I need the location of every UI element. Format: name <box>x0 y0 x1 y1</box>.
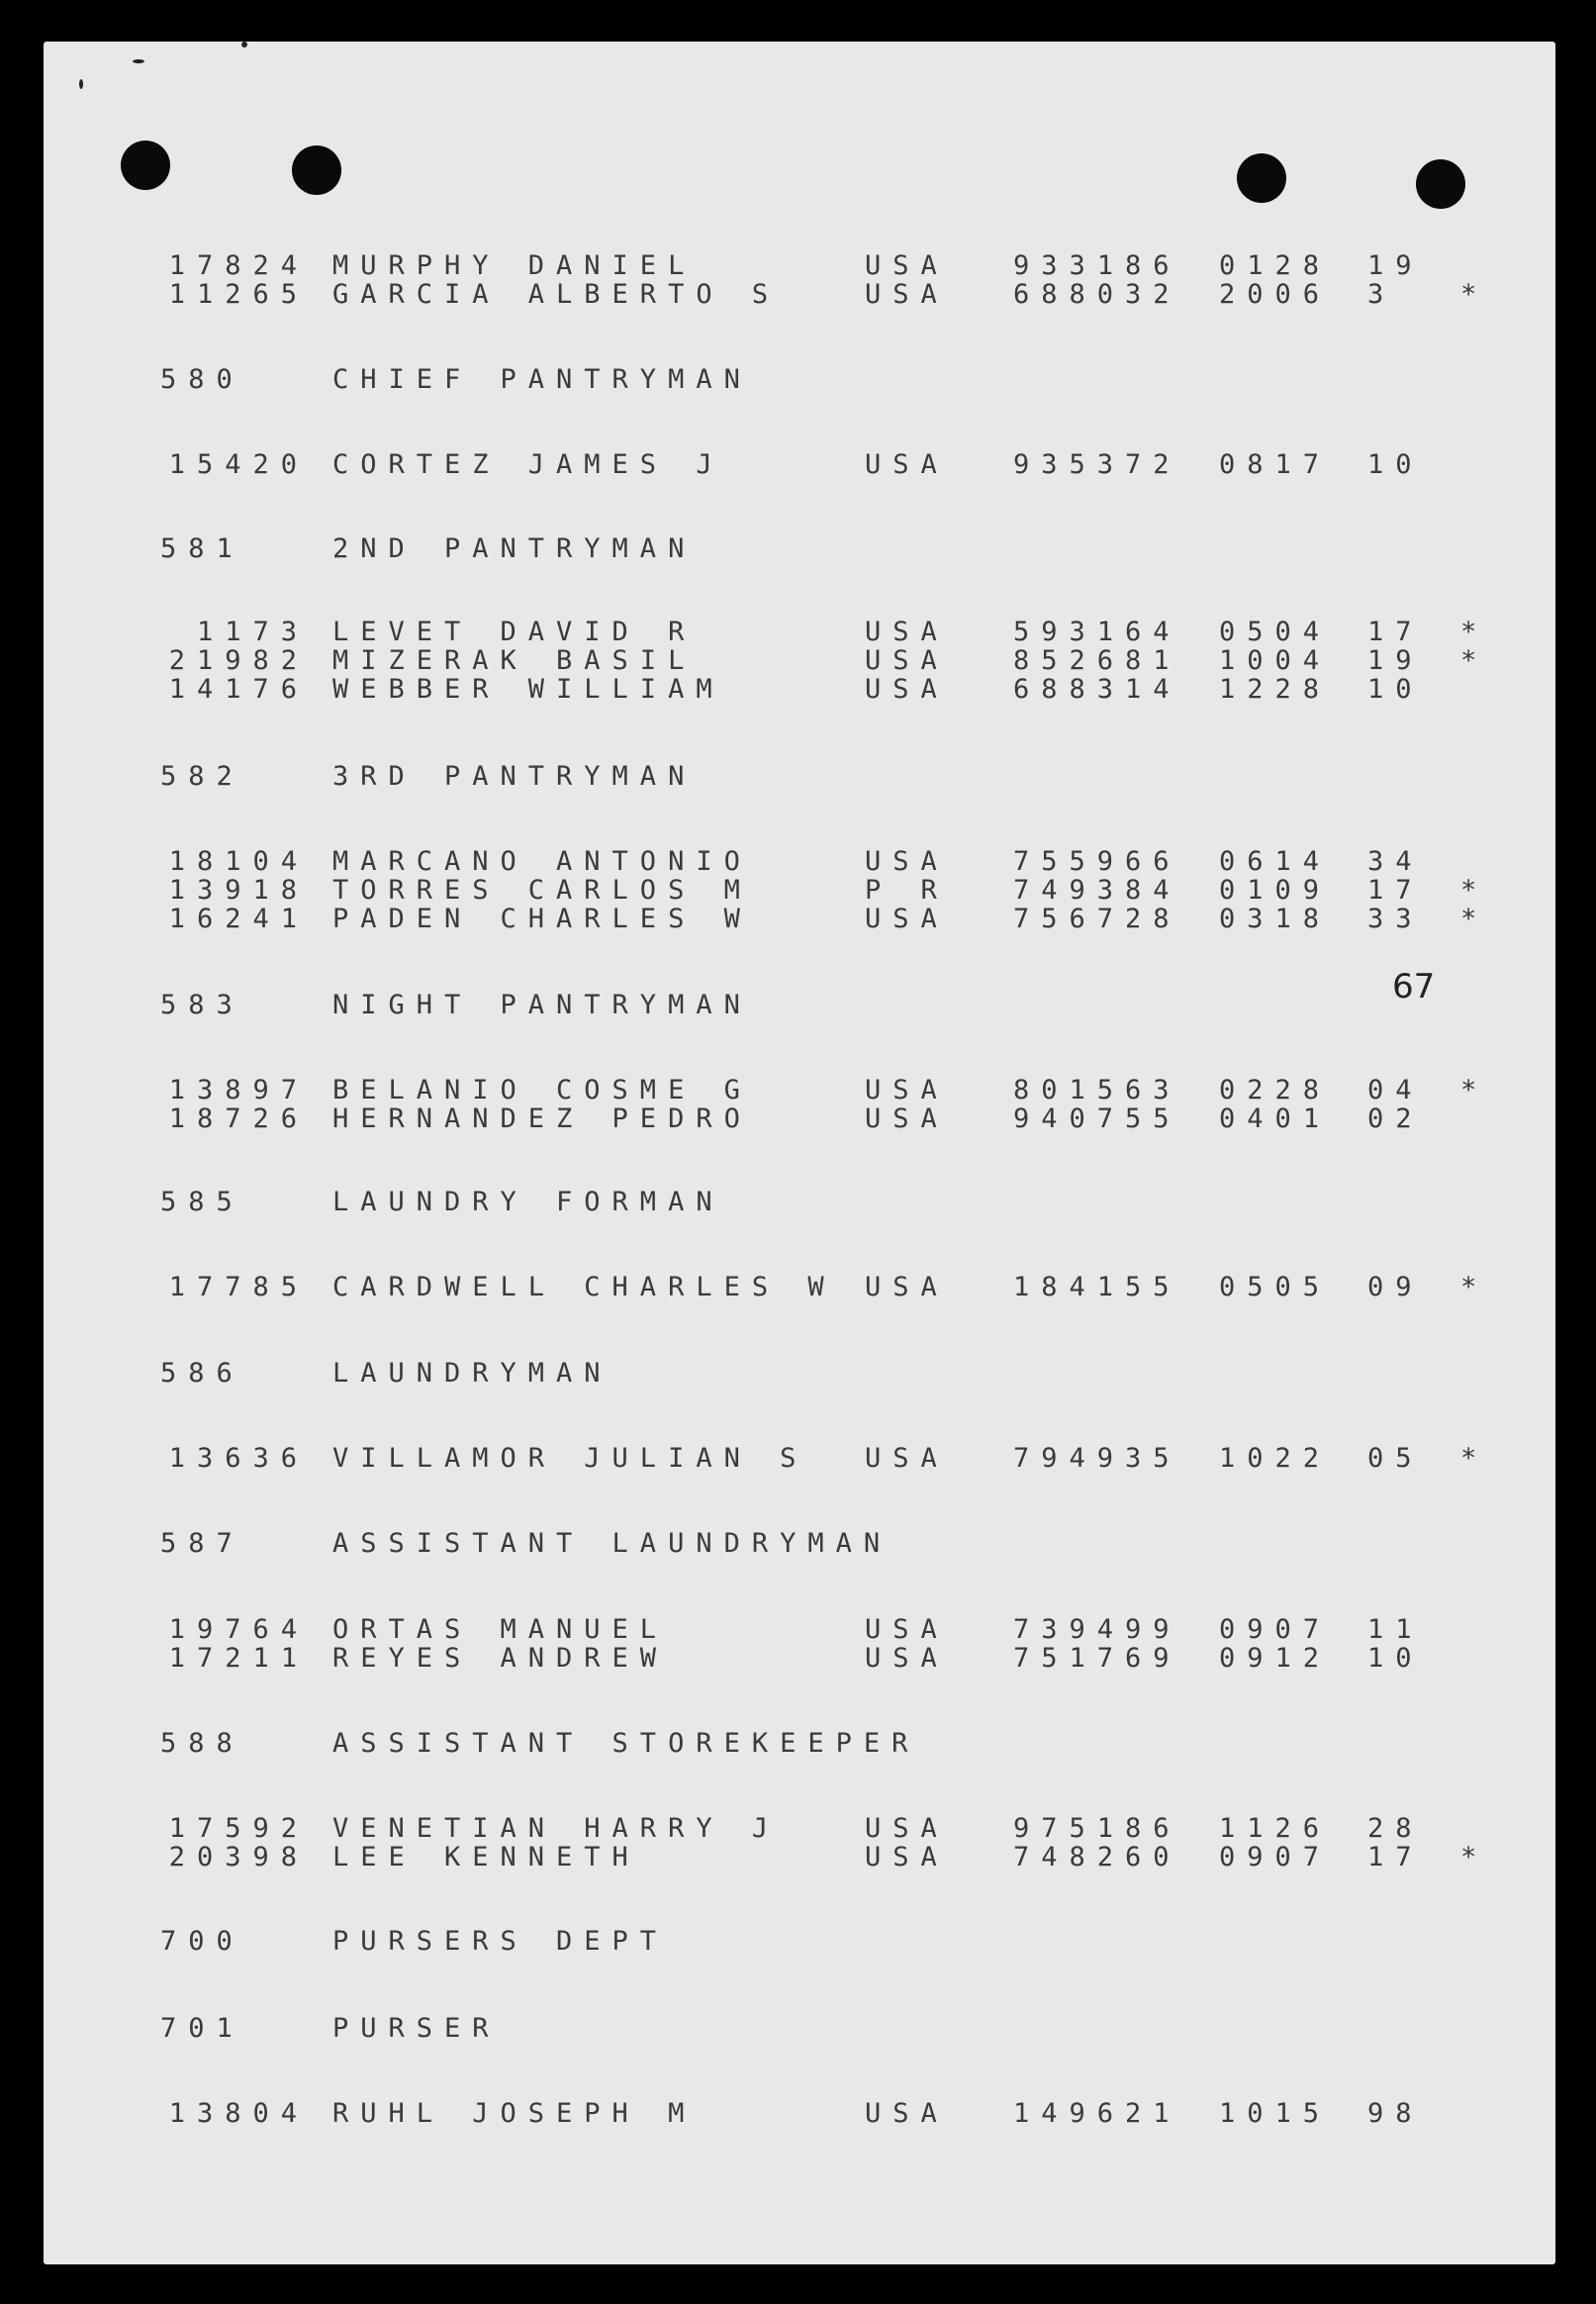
crew-row <box>44 251 1555 280</box>
year-code: 28 <box>1367 1813 1424 1844</box>
nationality: USA <box>865 645 949 676</box>
birth-date: 1228 <box>1219 674 1332 705</box>
crew-name: LEVET DAVID R <box>332 617 697 647</box>
crew-row <box>44 1615 1555 1644</box>
section-code: 588 <box>160 1728 244 1759</box>
birth-date: 1022 <box>1219 1443 1332 1474</box>
section-title: ASSISTANT LAUNDRYMAN <box>332 1528 892 1559</box>
crew-id: 17824 <box>168 250 309 281</box>
birth-date: 0912 <box>1219 1643 1332 1674</box>
nationality: USA <box>865 1614 949 1645</box>
crew-id: 18726 <box>168 1104 309 1134</box>
document-number: 933186 <box>1013 250 1181 281</box>
punch-hole <box>292 145 341 195</box>
crew-row <box>44 1076 1555 1104</box>
section-header <box>44 1927 1555 1956</box>
nationality: USA <box>865 1643 949 1674</box>
crew-id: 14176 <box>168 674 309 705</box>
birth-date: 0907 <box>1219 1614 1332 1645</box>
year-code: 17 <box>1367 1842 1424 1872</box>
crew-row <box>44 1444 1555 1473</box>
crew-row <box>44 280 1555 309</box>
document-number: 739499 <box>1013 1614 1181 1645</box>
section-code: 700 <box>160 1926 244 1957</box>
crew-row <box>44 450 1555 479</box>
nationality: P R <box>865 875 949 906</box>
asterisk-mark: * <box>1460 1272 1489 1302</box>
crew-name: TORRES CARLOS M <box>332 875 752 906</box>
document-number: 935372 <box>1013 449 1181 480</box>
year-code: 02 <box>1367 1104 1424 1134</box>
year-code: 10 <box>1367 674 1424 705</box>
year-code: 04 <box>1367 1075 1424 1105</box>
section-header <box>44 1188 1555 1216</box>
crew-row <box>44 1843 1555 1872</box>
ink-speck <box>241 42 247 48</box>
crew-id: 13897 <box>168 1075 309 1105</box>
crew-id: 15420 <box>168 449 309 480</box>
crew-row <box>44 1104 1555 1133</box>
crew-name: CORTEZ JAMES J <box>332 449 724 480</box>
section-code: 583 <box>160 990 244 1020</box>
birth-date: 1015 <box>1219 2098 1332 2129</box>
section-code: 585 <box>160 1187 244 1217</box>
section-code: 581 <box>160 533 244 564</box>
birth-date: 2006 <box>1219 279 1332 310</box>
crew-row <box>44 905 1555 933</box>
crew-id: 18104 <box>168 846 309 877</box>
section-header <box>44 1729 1555 1758</box>
section-title: NIGHT PANTRYMAN <box>332 990 752 1020</box>
punch-hole <box>1416 159 1465 209</box>
crew-name: VILLAMOR JULIAN S <box>332 1443 808 1474</box>
crew-id: 16241 <box>168 904 309 934</box>
birth-date: 0614 <box>1219 846 1332 877</box>
punch-hole <box>121 141 170 190</box>
nationality: USA <box>865 904 949 934</box>
document-number: 688314 <box>1013 674 1181 705</box>
crew-row <box>44 618 1555 646</box>
year-code: 34 <box>1367 846 1424 877</box>
document-number: 751769 <box>1013 1643 1181 1674</box>
crew-id: 17211 <box>168 1643 309 1674</box>
document-number: 801563 <box>1013 1075 1181 1105</box>
document-number: 794935 <box>1013 1443 1181 1474</box>
year-code: 3 <box>1367 279 1396 310</box>
section-code: 580 <box>160 364 244 395</box>
crew-row <box>44 2099 1555 2128</box>
crew-name: GARCIA ALBERTO S <box>332 279 781 310</box>
crew-name: LEE KENNETH <box>332 1842 640 1872</box>
nationality: USA <box>865 1104 949 1134</box>
crew-id: 21982 <box>168 645 309 676</box>
section-title: LAUNDRYMAN <box>332 1358 612 1389</box>
crew-row <box>44 1644 1555 1673</box>
crew-name: BELANIO COSME G <box>332 1075 752 1105</box>
crew-id: 19764 <box>168 1614 309 1645</box>
year-code: 33 <box>1367 904 1424 934</box>
year-code: 10 <box>1367 449 1424 480</box>
nationality: USA <box>865 617 949 647</box>
document-number: 940755 <box>1013 1104 1181 1134</box>
section-title: ASSISTANT STOREKEEPER <box>332 1728 920 1759</box>
document-number: 749384 <box>1013 875 1181 906</box>
document-number: 756728 <box>1013 904 1181 934</box>
year-code: 17 <box>1367 875 1424 906</box>
crew-id: 17592 <box>168 1813 309 1844</box>
document-number: 975186 <box>1013 1813 1181 1844</box>
crew-name: ORTAS MANUEL <box>332 1614 669 1645</box>
birth-date: 0504 <box>1219 617 1332 647</box>
year-code: 19 <box>1367 250 1424 281</box>
document-number: 149621 <box>1013 2098 1181 2129</box>
document-number: 748260 <box>1013 1842 1181 1872</box>
section-header <box>44 1359 1555 1388</box>
birth-date: 0318 <box>1219 904 1332 934</box>
section-title: PURSERS DEPT <box>332 1926 669 1957</box>
nationality: USA <box>865 1842 949 1872</box>
document-number: 852681 <box>1013 645 1181 676</box>
crew-name: WEBBER WILLIAM <box>332 674 724 705</box>
asterisk-mark: * <box>1460 904 1489 934</box>
section-title: PURSER <box>332 2013 501 2044</box>
nationality: USA <box>865 846 949 877</box>
birth-date: 1126 <box>1219 1813 1332 1844</box>
crew-row <box>44 847 1555 876</box>
crew-row <box>44 675 1555 704</box>
birth-date: 0109 <box>1219 875 1332 906</box>
document-page <box>44 42 1555 2264</box>
section-header <box>44 365 1555 394</box>
ink-speck <box>133 59 144 63</box>
birth-date: 0128 <box>1219 250 1332 281</box>
section-code: 582 <box>160 761 244 792</box>
nationality: USA <box>865 250 949 281</box>
section-code: 701 <box>160 2013 244 2044</box>
asterisk-mark: * <box>1460 1842 1489 1872</box>
crew-name: REYES ANDREW <box>332 1643 669 1674</box>
section-header <box>44 534 1555 563</box>
crew-id: 13636 <box>168 1443 309 1474</box>
nationality: USA <box>865 279 949 310</box>
crew-name: HERNANDEZ PEDRO <box>332 1104 752 1134</box>
year-code: 11 <box>1367 1614 1424 1645</box>
section-code: 587 <box>160 1528 244 1559</box>
asterisk-mark: * <box>1460 279 1489 310</box>
section-title: CHIEF PANTRYMAN <box>332 364 752 395</box>
birth-date: 0907 <box>1219 1842 1332 1872</box>
nationality: USA <box>865 1272 949 1302</box>
crew-name: PADEN CHARLES W <box>332 904 752 934</box>
crew-id: 1173 <box>196 617 309 647</box>
asterisk-mark: * <box>1460 645 1489 676</box>
birth-date: 1004 <box>1219 645 1332 676</box>
crew-id: 17785 <box>168 1272 309 1302</box>
year-code: 10 <box>1367 1643 1424 1674</box>
nationality: USA <box>865 1813 949 1844</box>
crew-name: RUHL JOSEPH M <box>332 2098 697 2129</box>
ink-speck <box>79 79 83 89</box>
document-number: 184155 <box>1013 1272 1181 1302</box>
crew-row <box>44 646 1555 675</box>
section-header <box>44 1529 1555 1558</box>
punch-hole <box>1237 153 1286 203</box>
crew-id: 13804 <box>168 2098 309 2129</box>
crew-name: MARCANO ANTONIO <box>332 846 752 877</box>
crew-name: MIZERAK BASIL <box>332 645 697 676</box>
year-code: 98 <box>1367 2098 1424 2129</box>
section-header <box>44 2014 1555 2043</box>
birth-date: 0228 <box>1219 1075 1332 1105</box>
nationality: USA <box>865 2098 949 2129</box>
year-code: 19 <box>1367 645 1424 676</box>
nationality: USA <box>865 674 949 705</box>
section-header <box>44 762 1555 791</box>
document-number: 755966 <box>1013 846 1181 877</box>
year-code: 17 <box>1367 617 1424 647</box>
section-title: LAUNDRY FORMAN <box>332 1187 724 1217</box>
crew-id: 13918 <box>168 875 309 906</box>
section-title: 2ND PANTRYMAN <box>332 533 697 564</box>
crew-row <box>44 1814 1555 1843</box>
asterisk-mark: * <box>1460 1075 1489 1105</box>
nationality: USA <box>865 1443 949 1474</box>
birth-date: 0817 <box>1219 449 1332 480</box>
document-number: 593164 <box>1013 617 1181 647</box>
birth-date: 0401 <box>1219 1104 1332 1134</box>
year-code: 09 <box>1367 1272 1424 1302</box>
asterisk-mark: * <box>1460 1443 1489 1474</box>
section-title: 3RD PANTRYMAN <box>332 761 697 792</box>
asterisk-mark: * <box>1460 875 1489 906</box>
year-code: 05 <box>1367 1443 1424 1474</box>
birth-date: 0505 <box>1219 1272 1332 1302</box>
page-stamp: 67 <box>1392 967 1436 1007</box>
section-code: 586 <box>160 1358 244 1389</box>
nationality: USA <box>865 449 949 480</box>
crew-name: CARDWELL CHARLES W <box>332 1272 836 1302</box>
asterisk-mark: * <box>1460 617 1489 647</box>
crew-name: MURPHY DANIEL <box>332 250 697 281</box>
crew-row <box>44 1273 1555 1301</box>
section-header <box>44 991 1555 1019</box>
nationality: USA <box>865 1075 949 1105</box>
crew-id: 20398 <box>168 1842 309 1872</box>
crew-row <box>44 876 1555 905</box>
document-number: 688032 <box>1013 279 1181 310</box>
crew-id: 11265 <box>168 279 309 310</box>
crew-name: VENETIAN HARRY J <box>332 1813 781 1844</box>
